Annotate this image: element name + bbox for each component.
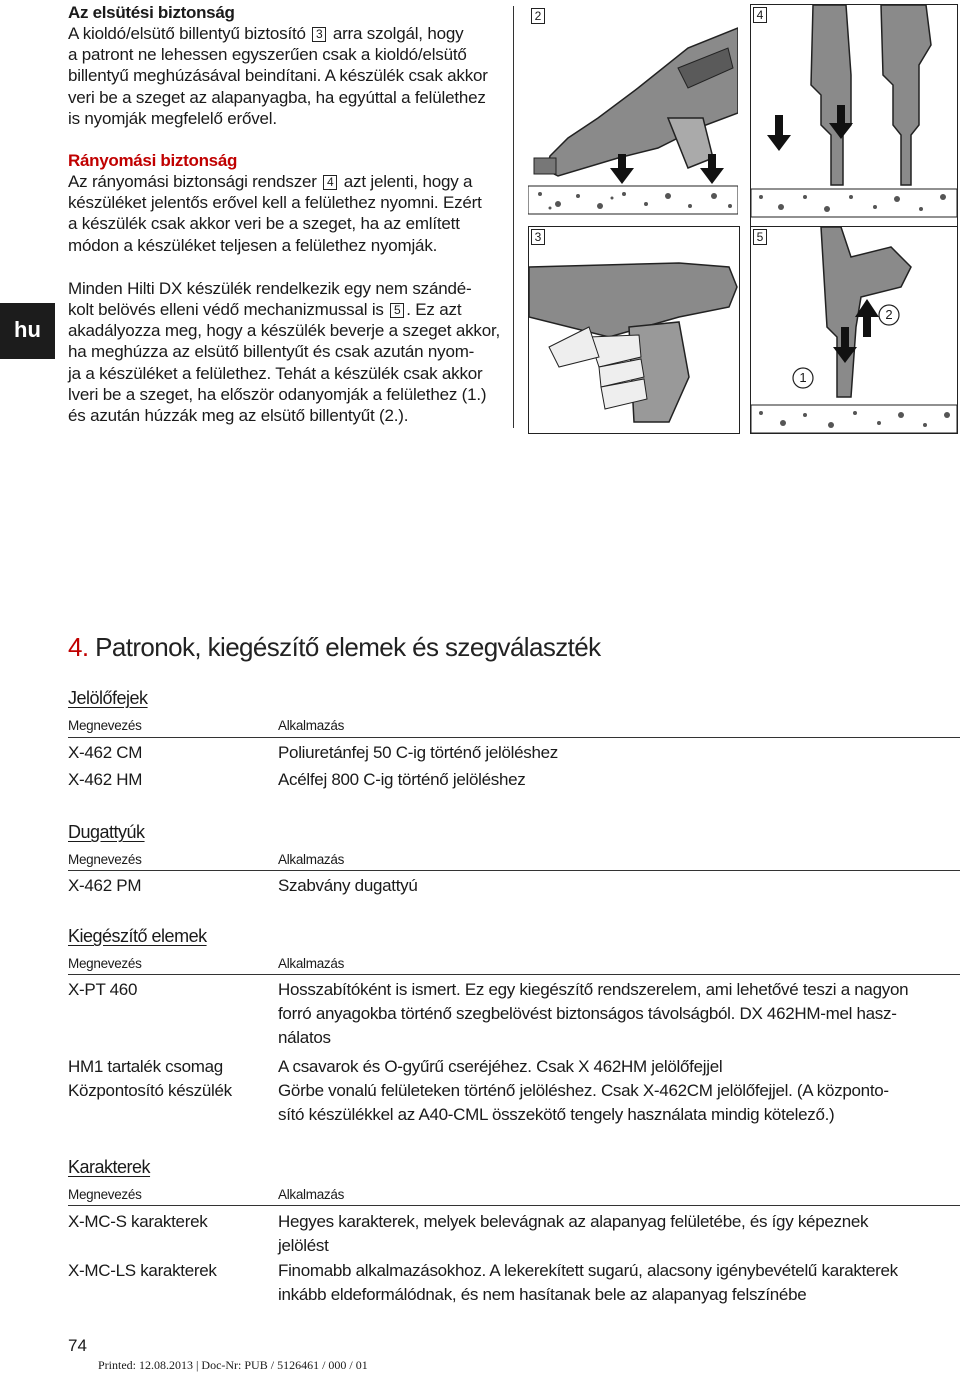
section-title-contact-safety: Rányomási biztonság	[68, 151, 238, 171]
header-rule	[68, 1205, 960, 1206]
text-line: Görbe vonalú felületeken történő jelöléshez. Csak X-462CM jelölőfejjel. (A központo-	[278, 1081, 889, 1100]
column-header-name: Megnevezés	[68, 852, 142, 867]
figure-ref: 5	[390, 303, 404, 318]
paragraph-unintended-firing	[68, 278, 508, 426]
text-span: azt jelenti, hogy a	[343, 172, 473, 192]
figure-ref: 3	[312, 27, 326, 42]
table-title-marking-heads: Jelölőfejek	[68, 688, 148, 708]
text-span: . Ez azt	[406, 300, 462, 320]
paragraph-trigger-safety	[68, 23, 508, 129]
text-line: Hegyes karakterek, melyek belevágnak az alapanyag felületébe, és így képeznek	[278, 1212, 869, 1231]
tool-pressing-illustration	[528, 8, 738, 226]
figure-panel-3	[528, 226, 740, 434]
text-line: veri be a szeget az alapanyagba, ha egyúttal a felülethez	[68, 87, 486, 107]
hand-trigger-illustration	[529, 227, 739, 433]
column-header-application: Alkalmazás	[278, 956, 345, 971]
text-line: a patront ne lehessen egyszerűen csak a kioldó/elsütő	[68, 45, 467, 65]
table-row-application: Szabvány dugattyú	[278, 876, 418, 895]
text-line	[68, 23, 508, 44]
text-line: akadályozza meg, hogy a készülék beverje a szeget akkor,	[68, 321, 500, 341]
table-title-pistons: Dugattyúk	[68, 822, 145, 842]
column-header-name: Megnevezés	[68, 718, 142, 733]
table-row-application: Poliuretánfej 50 C-ig történő jelöléshez	[278, 743, 559, 762]
text-span: A kioldó/elsütő billentyű biztosító	[68, 24, 306, 43]
text-line: és azután húzzák meg az elsütő billentyűt (2.).	[68, 406, 409, 426]
text-line: módon a készüléket teljesen a felülethez nyomják.	[68, 235, 438, 255]
figure-panel-4	[750, 4, 958, 228]
table-row-name: X-MC-LS karakterek	[68, 1261, 217, 1280]
table-row-name: X-PT 460	[68, 980, 138, 999]
table-row-name: X-MC-S karakterek	[68, 1212, 208, 1231]
text-span: kolt belövés elleni védő mechanizmussal is	[68, 300, 384, 320]
text-line: inkább eldeformálódnak, és nem hasítanak bele az alapanyag felszínébe	[278, 1285, 807, 1304]
column-divider	[513, 6, 514, 428]
section-title: Patronok, kiegészítő elemek és szegválaszték	[95, 632, 601, 662]
text-line: Minden Hilti DX készülék rendelkezik egy nem szándé-	[68, 278, 472, 298]
table-row-name: HM1 tartalék csomag	[68, 1057, 223, 1076]
print-footer: Printed: 12.08.2013 | Doc-Nr: PUB / 5126461 / 000 / 01	[98, 1358, 368, 1372]
table-title-accessories: Kiegészítő elemek	[68, 926, 207, 946]
figure-panel-2	[528, 8, 738, 226]
column-header-name: Megnevezés	[68, 956, 142, 971]
table-row-application	[278, 1210, 960, 1258]
figure-label: 3	[531, 229, 545, 245]
column-header-application: Alkalmazás	[278, 1187, 345, 1202]
table-row-application	[278, 1259, 960, 1307]
text-line: sító készülékkel az A40-CML összekötő tengely használata mindig kötelező.)	[278, 1105, 835, 1124]
text-line: billentyű meghúzásával beindítani. A készülék csak akkor	[68, 66, 488, 86]
section-number: 4.	[68, 632, 89, 662]
table-row-name: X-462 HM	[68, 770, 143, 789]
text-line: Finomabb alkalmazásokhoz. A lekerekített sugarú, alacsony igénybevételű karakterek	[278, 1261, 898, 1280]
column-header-application: Alkalmazás	[278, 852, 345, 867]
left-column	[68, 2, 508, 426]
section-heading	[68, 632, 601, 663]
figure-label: 5	[753, 229, 767, 245]
text-line: lveri be a szeget, ha először odanyomják a felülethez (1.)	[68, 384, 487, 404]
figure-label: 2	[531, 8, 545, 24]
text-line: a készülék csak akkor veri be a szeget, ha az említett	[68, 214, 460, 234]
text-span: Az rányomási biztonsági rendszer	[68, 172, 317, 192]
text-line: Hosszabítóként is ismert. Ez egy kiegészítő rendszerelem, ami lehetővé teszi a nagyon	[278, 980, 909, 999]
column-header-name: Megnevezés	[68, 1187, 142, 1202]
header-rule	[68, 974, 960, 975]
figure-panel-5	[750, 226, 958, 434]
table-row-application: Acélfej 800 C-ig történő jelöléshez	[278, 770, 526, 789]
language-tab: hu	[0, 303, 55, 359]
header-rule	[68, 737, 960, 738]
table-row-name: Központosító készülék	[68, 1081, 232, 1100]
tool-contact-illustration	[751, 5, 957, 227]
section-title-trigger-safety: Az elsütési biztonság	[68, 3, 235, 22]
table-row-application	[278, 1079, 960, 1127]
paragraph-contact-safety	[68, 171, 508, 256]
table-row-name: X-462 CM	[68, 743, 143, 762]
sequence-illustration	[751, 227, 957, 433]
page-number: 74	[68, 1336, 87, 1355]
step-number-1: 1	[799, 370, 807, 385]
table-row-name: X-462 PM	[68, 876, 142, 895]
text-span: arra szolgál, hogy	[332, 24, 464, 43]
table-row-application	[278, 978, 960, 1050]
text-line	[68, 171, 508, 192]
table-title-characters: Karakterek	[68, 1157, 151, 1177]
text-line: nálatos	[278, 1028, 331, 1047]
figure-label: 4	[753, 7, 767, 23]
text-line: készüléket jelentős erővel kell a felülethez nyomni. Ezért	[68, 193, 482, 213]
table-row-application: A csavarok és O-gyűrű cseréjéhez. Csak X 462HM jelölőfejjel	[278, 1057, 723, 1076]
step-number-2: 2	[885, 307, 893, 322]
text-line: ja a készüléket a felülethez. Tehát a készülék csak akkor	[68, 363, 483, 383]
header-rule	[68, 870, 960, 871]
text-line	[68, 299, 508, 320]
text-line: forró anyagokba történő szegbelövést biztonságos távolságból. DX 462HM-mel hasz-	[278, 1004, 897, 1023]
column-header-application: Alkalmazás	[278, 718, 345, 733]
text-line: jelölést	[278, 1236, 329, 1255]
text-line: ha meghúzza az elsütő billentyűt és csak azután nyom-	[68, 342, 475, 362]
text-line: is nyomják megfelelő erővel.	[68, 108, 277, 128]
figure-ref: 4	[323, 175, 337, 190]
